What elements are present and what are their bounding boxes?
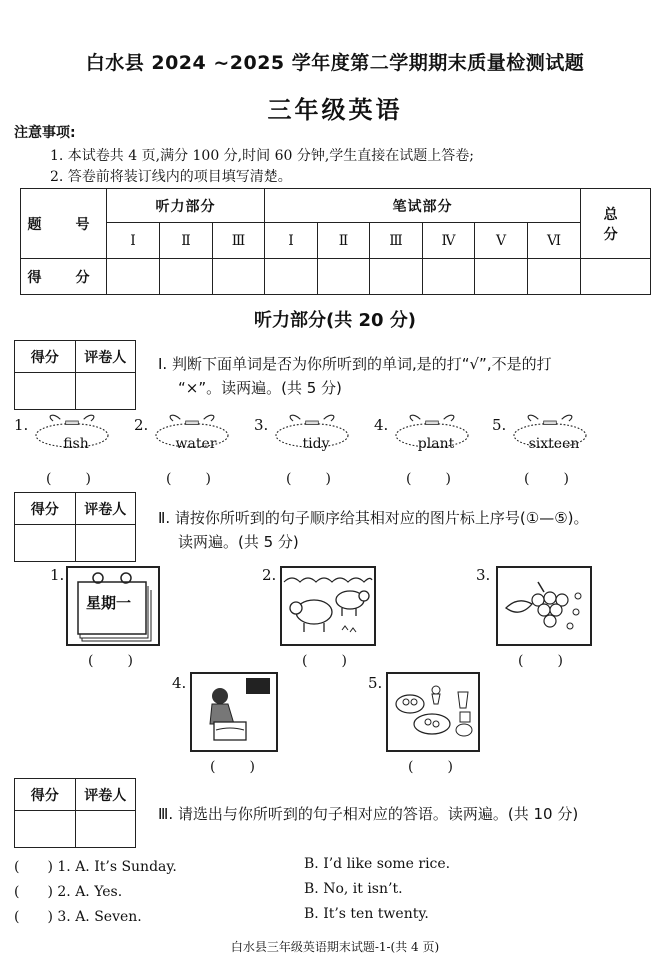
listening-col: Ⅱ	[160, 223, 213, 259]
listening-col: Ⅲ	[213, 223, 265, 259]
writing-col: Ⅴ	[475, 223, 528, 259]
item-number: 1.	[14, 416, 29, 434]
writing-header: 笔试部分	[265, 189, 581, 223]
listening-col: Ⅰ	[107, 223, 160, 259]
exam-subtitle: 三年级英语	[267, 96, 403, 124]
item-number: 3.	[254, 416, 269, 434]
notice-heading: 注意事项:	[14, 125, 76, 141]
score-cell[interactable]	[475, 259, 528, 295]
writing-col: Ⅰ	[265, 223, 318, 259]
exam-title: 白水县 2024 ~2025 学年度第二学期期末质量检测试题	[85, 52, 585, 74]
word-label: water	[175, 436, 217, 452]
pic-number-4: 4.	[172, 674, 187, 692]
option-a: 2. A. Yes.	[57, 884, 123, 900]
grader-reviewer-label: 评卷人	[75, 779, 136, 811]
grader-score-cell[interactable]	[15, 811, 76, 848]
grader-reviewer-cell[interactable]	[75, 373, 136, 410]
grader-reviewer-label: 评卷人	[75, 341, 136, 373]
part2-instruction-line2: 读两遍。(共 5 分)	[178, 533, 299, 551]
pic-number-5: 5.	[368, 674, 383, 692]
food-dishes-icon	[388, 674, 478, 750]
answer-paren[interactable]: ( )	[14, 884, 53, 900]
notice-item-2: 2. 答卷前将装订线内的项目填写清楚。	[50, 169, 292, 185]
grader-score-label: 得分	[15, 493, 76, 525]
answer-paren[interactable]: ( )	[302, 653, 349, 669]
answer-paren[interactable]: ( )	[14, 909, 53, 925]
writing-col: Ⅲ	[370, 223, 423, 259]
part1-instruction-line1: Ⅰ. 判断下面单词是否为你所听到的单词,是的打“√”,不是的打	[158, 355, 552, 373]
q-number-label: 题 号	[21, 189, 107, 259]
score-cell[interactable]	[107, 259, 160, 295]
word-label: fish	[63, 436, 89, 452]
answer-paren[interactable]: ( )	[88, 653, 135, 669]
grader-box-1	[14, 340, 136, 410]
grader-reviewer-cell[interactable]	[75, 811, 136, 848]
part2-instruction-line1: Ⅱ. 请按你所听到的句子顺序给其相对应的图片标上序号(①—⑤)。	[158, 509, 589, 527]
part3-item-3	[14, 906, 142, 926]
word-label: plant	[417, 436, 455, 452]
item-number: 2.	[134, 416, 149, 434]
item-number: 4.	[374, 416, 389, 434]
score-cell[interactable]	[265, 259, 318, 295]
grader-reviewer-cell[interactable]	[75, 525, 136, 562]
pic-number-1: 1.	[50, 566, 65, 584]
writing-col: Ⅵ	[528, 223, 581, 259]
score-cell[interactable]	[213, 259, 265, 295]
part3-option-b-3: B. It’s ten twenty.	[304, 906, 429, 922]
score-cell[interactable]	[370, 259, 423, 295]
page-footer: 白水县三年级英语期末试题-1-(共 4 页)	[230, 940, 440, 954]
score-cell[interactable]	[318, 259, 370, 295]
answer-paren[interactable]: ( )	[46, 471, 93, 487]
score-table	[20, 188, 651, 295]
listening-header: 听力部分	[107, 189, 265, 223]
score-cell[interactable]	[581, 259, 651, 295]
answer-paren[interactable]: ( )	[524, 471, 571, 487]
pic-number-2: 2.	[262, 566, 277, 584]
grader-box-3	[14, 778, 136, 848]
grader-score-label: 得分	[15, 779, 76, 811]
part3-option-b-2: B. No, it isn’t.	[304, 881, 403, 897]
answer-paren[interactable]: ( )	[14, 859, 53, 875]
option-a: 1. A. It’s Sunday.	[57, 859, 177, 875]
word-label: tidy	[302, 436, 330, 452]
pic-number-3: 3.	[476, 566, 491, 584]
writing-col: Ⅳ	[423, 223, 475, 259]
item-number: 5.	[492, 416, 507, 434]
grader-score-cell[interactable]	[15, 525, 76, 562]
food-picture[interactable]	[386, 672, 480, 752]
listening-section-title: 听力部分(共 20 分)	[253, 310, 417, 331]
part3-option-b-1: B. I’d like some rice.	[304, 856, 451, 872]
part3-item-2	[14, 881, 122, 901]
part1-instruction-line2: “×”。读两遍。(共 5 分)	[178, 379, 342, 397]
answer-paren[interactable]: ( )	[210, 759, 257, 775]
part3-instruction: Ⅲ. 请选出与你所听到的句子相对应的答语。读两遍。(共 10 分)	[158, 805, 579, 823]
grapes-picture[interactable]	[496, 566, 592, 646]
calendar-text: 星期一	[86, 594, 132, 612]
grapes-icon	[498, 568, 590, 644]
grader-score-cell[interactable]	[15, 373, 76, 410]
word-label: sixteen	[528, 436, 580, 452]
score-row-label: 得 分	[21, 259, 107, 295]
answer-paren[interactable]: ( )	[408, 759, 455, 775]
part3-item-1	[14, 856, 177, 876]
child-washing-icon	[192, 674, 276, 750]
sheep-picture[interactable]	[280, 566, 376, 646]
washing-picture[interactable]	[190, 672, 278, 752]
answer-paren[interactable]: ( )	[518, 653, 565, 669]
grader-reviewer-label: 评卷人	[75, 493, 136, 525]
score-cell[interactable]	[528, 259, 581, 295]
option-a: 3. A. Seven.	[57, 909, 142, 925]
score-cell[interactable]	[160, 259, 213, 295]
notice-item-1: 1. 本试卷共 4 页,满分 100 分,时间 60 分钟,学生直接在试题上答卷;	[50, 148, 475, 164]
sheep-icon	[282, 568, 374, 644]
answer-paren[interactable]: ( )	[286, 471, 333, 487]
score-cell[interactable]	[423, 259, 475, 295]
total-label: 总 分	[581, 189, 651, 259]
answer-paren[interactable]: ( )	[166, 471, 213, 487]
grader-score-label: 得分	[15, 341, 76, 373]
writing-col: Ⅱ	[318, 223, 370, 259]
grader-box-2	[14, 492, 136, 562]
answer-paren[interactable]: ( )	[406, 471, 453, 487]
calendar-picture[interactable]	[66, 566, 160, 646]
